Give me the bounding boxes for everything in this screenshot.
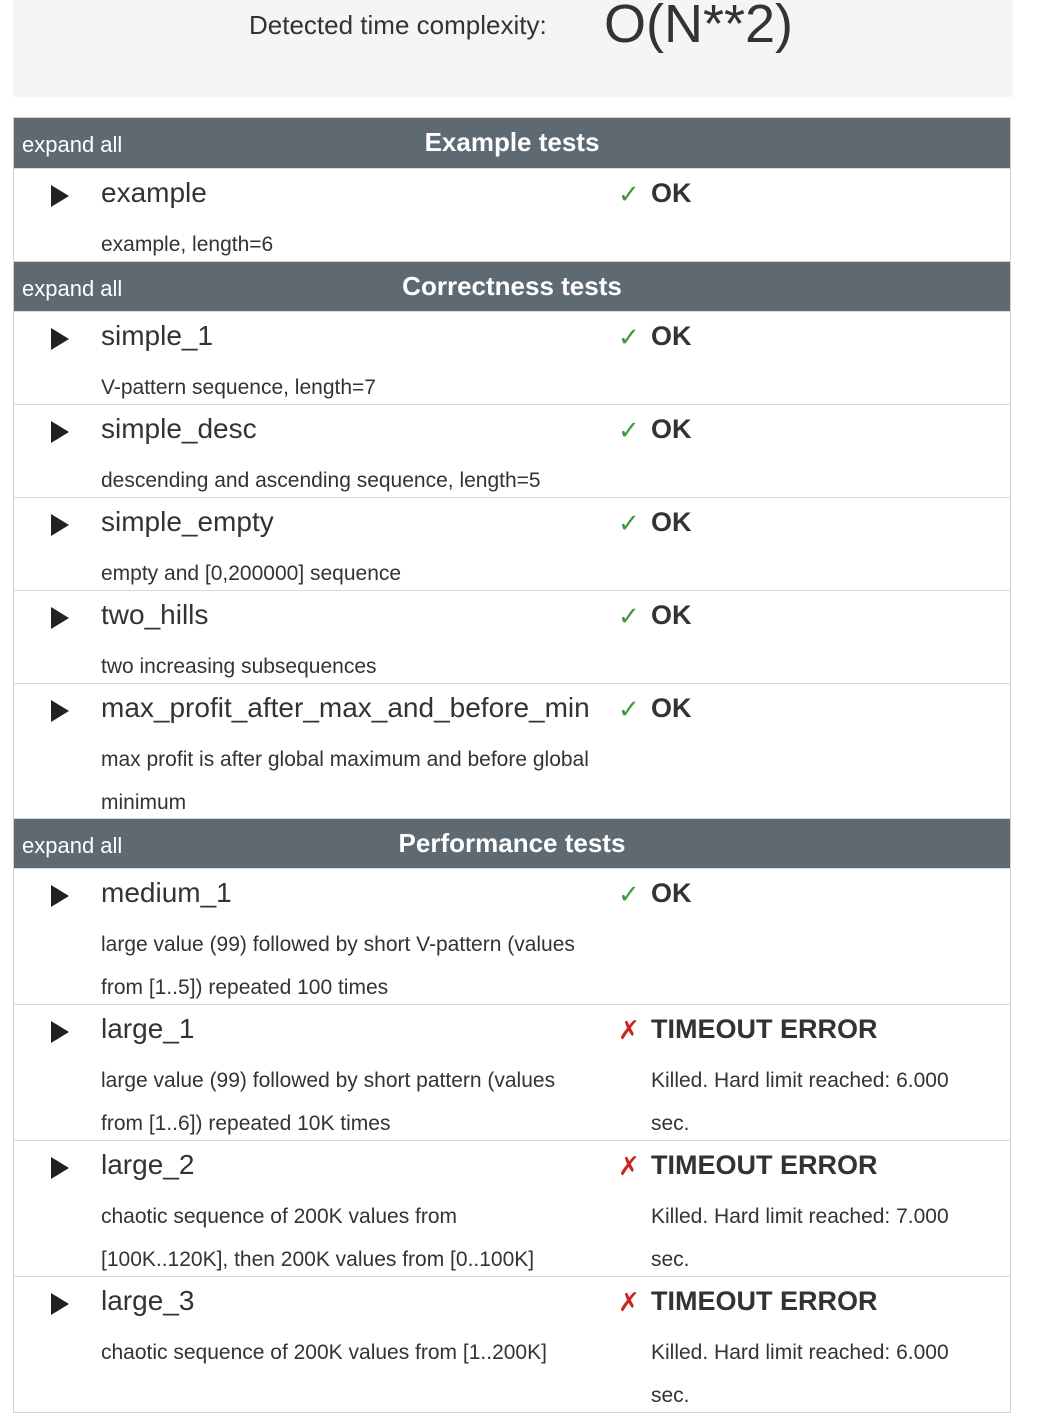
test-row[interactable] [14, 404, 1010, 497]
test-name: large_2 [101, 1149, 195, 1180]
complexity-value: O(N**2) [604, 0, 794, 54]
check-icon: ✓ [618, 508, 640, 538]
test-status: OK [651, 878, 692, 908]
expand-all-link[interactable]: expand all [22, 276, 123, 301]
test-description: descending and ascending sequence, length=5 [101, 469, 541, 492]
cross-icon: ✗ [618, 1015, 640, 1045]
test-description: chaotic sequence of 200K values from [1..200K] [101, 1341, 547, 1364]
test-row[interactable] [14, 311, 1010, 404]
test-row[interactable] [14, 683, 1010, 818]
test-status: TIMEOUT ERROR [651, 1150, 878, 1180]
test-row[interactable] [14, 497, 1010, 590]
test-row[interactable] [14, 1276, 1010, 1412]
cross-icon: ✗ [618, 1287, 640, 1317]
section-header-correctness [14, 261, 1010, 311]
test-description: max profit is after global maximum and before global minimum [101, 748, 589, 814]
cross-icon: ✗ [618, 1151, 640, 1181]
test-status: OK [651, 178, 692, 208]
test-description: two increasing subsequences [101, 655, 377, 678]
check-icon: ✓ [618, 322, 640, 352]
test-status: OK [651, 600, 692, 630]
check-icon: ✓ [618, 179, 640, 209]
status-detail: Killed. Hard limit reached: 7.000 sec. [651, 1205, 949, 1271]
test-status: OK [651, 693, 692, 723]
test-status: TIMEOUT ERROR [651, 1014, 878, 1044]
test-name: example [101, 177, 207, 208]
play-icon[interactable] [51, 328, 69, 350]
play-icon[interactable] [51, 885, 69, 907]
check-icon: ✓ [618, 694, 640, 724]
test-name: large_1 [101, 1013, 195, 1044]
test-results-table [13, 117, 1011, 1413]
check-icon: ✓ [618, 879, 640, 909]
play-icon[interactable] [51, 421, 69, 443]
status-detail: Killed. Hard limit reached: 6.000 sec. [651, 1341, 949, 1407]
test-row[interactable] [14, 590, 1010, 683]
section-header-performance [14, 818, 1010, 868]
test-name: simple_1 [101, 320, 214, 351]
test-description: V-pattern sequence, length=7 [101, 376, 376, 399]
play-icon[interactable] [51, 1157, 69, 1179]
section-title: Performance tests [398, 828, 626, 858]
play-icon[interactable] [51, 185, 69, 207]
test-row[interactable] [14, 168, 1010, 261]
test-status: OK [651, 321, 692, 351]
test-status: TIMEOUT ERROR [651, 1286, 878, 1316]
test-status: OK [651, 507, 692, 537]
test-status: OK [651, 414, 692, 444]
test-name: simple_empty [101, 506, 274, 537]
play-icon[interactable] [51, 514, 69, 536]
play-icon[interactable] [51, 1021, 69, 1043]
expand-all-link[interactable]: expand all [22, 132, 123, 157]
check-icon: ✓ [618, 601, 640, 631]
test-description: empty and [0,200000] sequence [101, 562, 402, 585]
test-description: example, length=6 [101, 233, 274, 256]
test-name: max_profit_after_max_and_before_min [101, 692, 590, 723]
play-icon[interactable] [51, 607, 69, 629]
test-description: large value (99) followed by short V-pattern (values from [1..5]) repeated 100 times [101, 933, 575, 999]
check-icon: ✓ [618, 415, 640, 445]
test-row[interactable] [14, 1004, 1010, 1140]
complexity-label: Detected time complexity: [249, 10, 547, 40]
complexity-panel [13, 0, 1013, 97]
expand-all-link[interactable]: expand all [22, 833, 123, 858]
test-name: two_hills [101, 599, 209, 630]
test-description: chaotic sequence of 200K values from [100K..120K], then 200K values from [0..100K] [101, 1205, 535, 1271]
test-name: medium_1 [101, 877, 232, 908]
section-header-example [14, 118, 1010, 168]
section-title: Correctness tests [402, 271, 622, 301]
section-title: Example tests [424, 127, 600, 157]
test-description: large value (99) followed by short pattern (values from [1..6]) repeated 10K times [101, 1069, 556, 1135]
test-row[interactable] [14, 868, 1010, 1004]
test-name: large_3 [101, 1285, 195, 1316]
play-icon[interactable] [51, 1293, 69, 1315]
test-row[interactable] [14, 1140, 1010, 1276]
play-icon[interactable] [51, 700, 69, 722]
test-name: simple_desc [101, 413, 257, 444]
status-detail: Killed. Hard limit reached: 6.000 sec. [651, 1069, 949, 1135]
